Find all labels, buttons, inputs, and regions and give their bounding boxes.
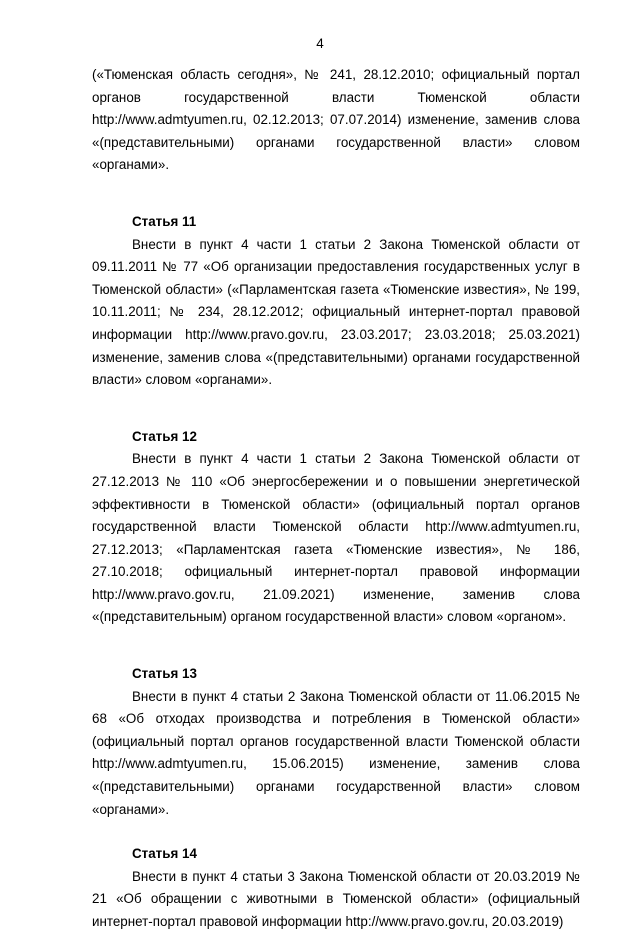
article-heading: Статья 11 [132,213,197,229]
article-heading: Статья 14 [132,846,197,862]
article-12 [92,426,580,629]
article-heading: Статья 12 [132,428,197,444]
document-body [92,64,580,934]
intro-paragraph: («Тюменская область сегодня», № 241, 28.12.2010; официальный портал органов государственной власти Тюменской области http://www.admtyumen.ru, 02.12.2013; 07.07.2014) изменение, заменив слова «(представительными) органами государственной власти» словом «органами». [92,67,580,173]
article-text: Внести в пункт 4 статьи 3 Закона Тюменской области от 20.03.2019 № 21 «Об обращении с животными в Тюменской области» (официальный интернет-портал правовой информации http://www.pravo.gov.ru, 20.03.2019) [92,868,580,929]
article-13 [92,663,580,821]
article-text: Внести в пункт 4 части 1 статьи 2 Закона Тюменской области от 09.11.2011 № 77 «Об организации предоставления государственных услуг в Тюменской области» («Парламентская газета «Тюменские известия», № 199, 10.11.2011; № 234, 28.12.2012; официальный интернет-портал правовой информации http://www.pravo.gov.ru, 23.03.2017; 23.03.2018; 25.03.2021) изменение, заменив слова «(представительными) органами государственной власти» словом «органами». [92,236,580,388]
page-number: 4 [316,36,324,51]
article-14 [92,843,580,933]
article-heading: Статья 13 [132,666,197,682]
article-11 [92,211,580,392]
article-text: Внести в пункт 4 части 1 статьи 2 Закона Тюменской области от 27.12.2013 № 110 «Об энергосбережении и о повышении энергетической эффективности в Тюменской области» (официальный портал органов государственной власти Тюменской области http://www.admtyumen.ru, 27.12.2013; «Парламентская газета «Тюменские известия», № 186, 27.10.2018; официальный интернет-портал правовой информации http://www.pravo.gov.ru, 21.09.2021) изменение, заменив слова «(представительным) органом государственной власти» словом «органом». [92,451,580,625]
article-text: Внести в пункт 4 статьи 2 Закона Тюменской области от 11.06.2015 № 68 «Об отходах производства и потребления в Тюменской области» (официальный портал органов государственной власти Тюменской области http://www.admtyumen.ru, 15.06.2015) изменение, заменив слова «(представительными) органами государственной власти» словом «органами». [92,688,580,817]
